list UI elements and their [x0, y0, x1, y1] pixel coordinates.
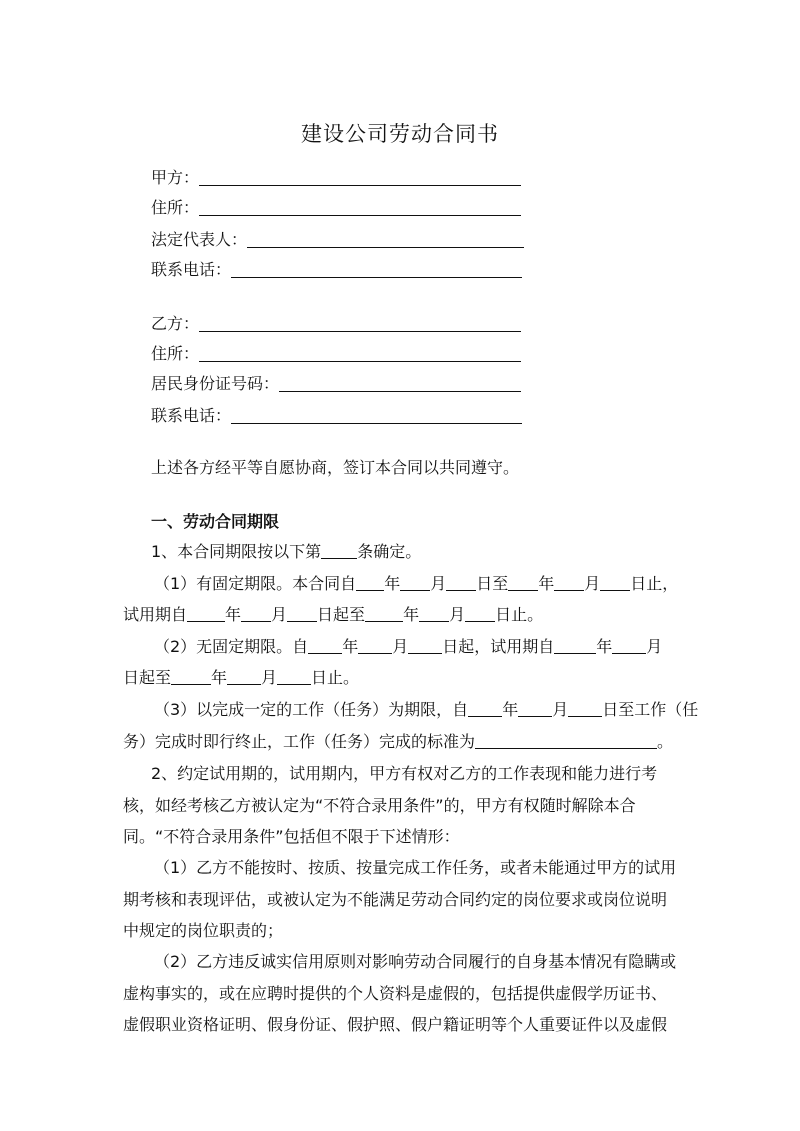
- opt1-l2-a: 试用期自: [123, 605, 188, 624]
- opt1-l2-d: 日起至: [317, 605, 366, 624]
- opt2-l2-b: 年: [211, 668, 228, 687]
- clause-2-line-3: 同。“不符合录用条件”包括但不限于下述情形：: [123, 827, 460, 846]
- item-2-line-1: （2）乙方违反诚实信用原则对影响劳动合同履行的自身基本情况有隐瞒或: [154, 952, 677, 971]
- party-a-legal-rep-blank[interactable]: [247, 229, 524, 248]
- opt3-l1-b: 年: [502, 700, 519, 719]
- party-b-name-field: [151, 310, 521, 334]
- opt2-l1-a: （2）无固定期限。自: [154, 637, 309, 656]
- opt1-trial-start-month-blank[interactable]: [241, 606, 271, 622]
- document-title: 建设公司劳动合同书: [301, 122, 499, 146]
- party-a-phone-blank[interactable]: [231, 259, 522, 278]
- clause-1-blank[interactable]: [321, 543, 357, 559]
- party-b-address-label: 住所：: [151, 344, 200, 363]
- item-1-line-2: 期考核和表现评估，或被认定为不能满足劳动合同约定的岗位要求或岗位说明: [123, 890, 668, 909]
- clause-2-line-1: 2、约定试用期的，试用期内，甲方有权对乙方的工作表现和能力进行考: [151, 764, 658, 783]
- opt3-start-year-blank[interactable]: [468, 701, 502, 717]
- opt1-l1-a: （1）有固定期限。本合同自: [154, 574, 357, 593]
- party-b-name-blank[interactable]: [199, 313, 521, 332]
- party-b-phone-label: 联系电话：: [151, 406, 232, 425]
- opt1-end-month-blank[interactable]: [554, 575, 584, 591]
- option-2-line-1: [154, 637, 662, 657]
- intro-paragraph: 上述各方经平等自愿协商，签订本合同以共同遵守。: [151, 458, 520, 477]
- opt2-l1-c: 月: [392, 637, 409, 656]
- opt1-trial-end-month-blank[interactable]: [419, 606, 449, 622]
- party-b-name-label: 乙方：: [151, 314, 200, 333]
- opt3-start-month-blank[interactable]: [518, 701, 552, 717]
- option-3-line-1: [154, 700, 698, 720]
- party-b-id-blank[interactable]: [279, 373, 521, 392]
- opt2-trial-end-year-blank[interactable]: [171, 669, 211, 685]
- party-a-phone-label: 联系电话：: [151, 260, 232, 279]
- party-b-id-field: [151, 370, 521, 394]
- opt1-l1-g: 日止，: [630, 574, 679, 593]
- opt1-l2-e: 年: [403, 605, 420, 624]
- opt3-standard-blank[interactable]: [475, 733, 657, 749]
- party-a-legal-rep-field: [151, 226, 524, 250]
- opt2-start-month-blank[interactable]: [358, 638, 392, 654]
- clause-1-line: [151, 542, 421, 562]
- party-a-name-label: 甲方：: [151, 168, 200, 187]
- opt1-l2-c: 月: [271, 605, 288, 624]
- opt2-trial-start-year-blank[interactable]: [554, 638, 596, 654]
- party-a-address-blank[interactable]: [199, 197, 521, 216]
- opt1-trial-end-day-blank[interactable]: [465, 606, 495, 622]
- party-a-name-blank[interactable]: [199, 167, 521, 186]
- opt2-l2-c: 月: [261, 668, 278, 687]
- party-a-address-label: 住所：: [151, 198, 200, 217]
- item-2-line-3: 虚假职业资格证明、假身份证、假护照、假户籍证明等个人重要证件以及虚假: [123, 1015, 668, 1034]
- opt2-l1-b: 年: [342, 637, 359, 656]
- item-1-line-3: 中规定的岗位职责的；: [123, 921, 284, 940]
- option-1-line-2: [123, 605, 543, 625]
- opt3-l1-a: （3）以完成一定的工作（任务）为期限，自: [154, 700, 469, 719]
- opt3-l2-b: 。: [657, 732, 674, 751]
- opt1-l2-g: 日止。: [495, 605, 544, 624]
- party-a-phone-field: [151, 256, 522, 280]
- opt1-l2-b: 年: [225, 605, 242, 624]
- opt2-start-year-blank[interactable]: [308, 638, 342, 654]
- opt1-l2-f: 月: [449, 605, 466, 624]
- opt3-l1-c: 月: [552, 700, 569, 719]
- clause-1-text-b: 条确定。: [357, 542, 422, 561]
- opt2-l1-d: 日起，试用期自: [442, 637, 555, 656]
- opt1-l1-d: 日至: [476, 574, 509, 593]
- section-1-heading: 一、劳动合同期限: [151, 512, 280, 531]
- party-b-phone-blank[interactable]: [231, 405, 522, 424]
- opt1-trial-start-year-blank[interactable]: [187, 606, 225, 622]
- opt3-l1-d: 日至工作（任: [602, 700, 699, 719]
- opt1-trial-start-day-blank[interactable]: [287, 606, 317, 622]
- item-1-line-1: （1）乙方不能按时、按质、按量完成工作任务，或者未能通过甲方的试用: [154, 858, 677, 877]
- option-2-line-2: [123, 668, 359, 688]
- opt1-l1-c: 月: [430, 574, 447, 593]
- opt1-l1-b: 年: [384, 574, 401, 593]
- opt2-l1-e: 年: [596, 637, 613, 656]
- opt1-trial-end-year-blank[interactable]: [365, 606, 403, 622]
- opt1-end-day-blank[interactable]: [600, 575, 630, 591]
- opt1-start-year-blank[interactable]: [356, 575, 384, 591]
- opt2-trial-end-day-blank[interactable]: [277, 669, 311, 685]
- opt2-start-day-blank[interactable]: [408, 638, 442, 654]
- option-1-line-1: [154, 574, 678, 594]
- opt2-l2-d: 日止。: [311, 668, 360, 687]
- opt3-start-day-blank[interactable]: [568, 701, 602, 717]
- clause-2-line-2: 核，如经考核乙方被认定为“不符合录用条件”的，甲方有权随时解除本合: [123, 796, 636, 815]
- opt1-l1-f: 月: [584, 574, 601, 593]
- party-b-phone-field: [151, 402, 522, 426]
- party-a-legal-rep-label: 法定代表人：: [151, 230, 248, 249]
- party-b-address-field: [151, 340, 521, 364]
- party-b-address-blank[interactable]: [199, 343, 521, 362]
- party-a-address-field: [151, 194, 521, 218]
- opt1-l1-e: 年: [538, 574, 555, 593]
- opt2-trial-end-month-blank[interactable]: [227, 669, 261, 685]
- option-3-line-2: [123, 732, 673, 752]
- clause-1-text-a: 1、本合同期限按以下第: [151, 542, 322, 561]
- party-a-name-field: [151, 164, 521, 188]
- opt1-start-month-blank[interactable]: [400, 575, 430, 591]
- opt2-l1-f: 月: [646, 637, 663, 656]
- opt3-l2-a: 务）完成时即行终止，工作（任务）完成的标准为: [123, 732, 476, 751]
- opt1-start-day-blank[interactable]: [446, 575, 476, 591]
- opt2-l2-a: 日起至: [123, 668, 172, 687]
- opt2-trial-start-month-blank[interactable]: [612, 638, 646, 654]
- party-b-id-label: 居民身份证号码：: [151, 374, 280, 393]
- opt1-end-year-blank[interactable]: [508, 575, 538, 591]
- item-2-line-2: 虚构事实的，或在应聘时提供的个人资料是虚假的，包括提供虚假学历证书、: [123, 984, 668, 1003]
